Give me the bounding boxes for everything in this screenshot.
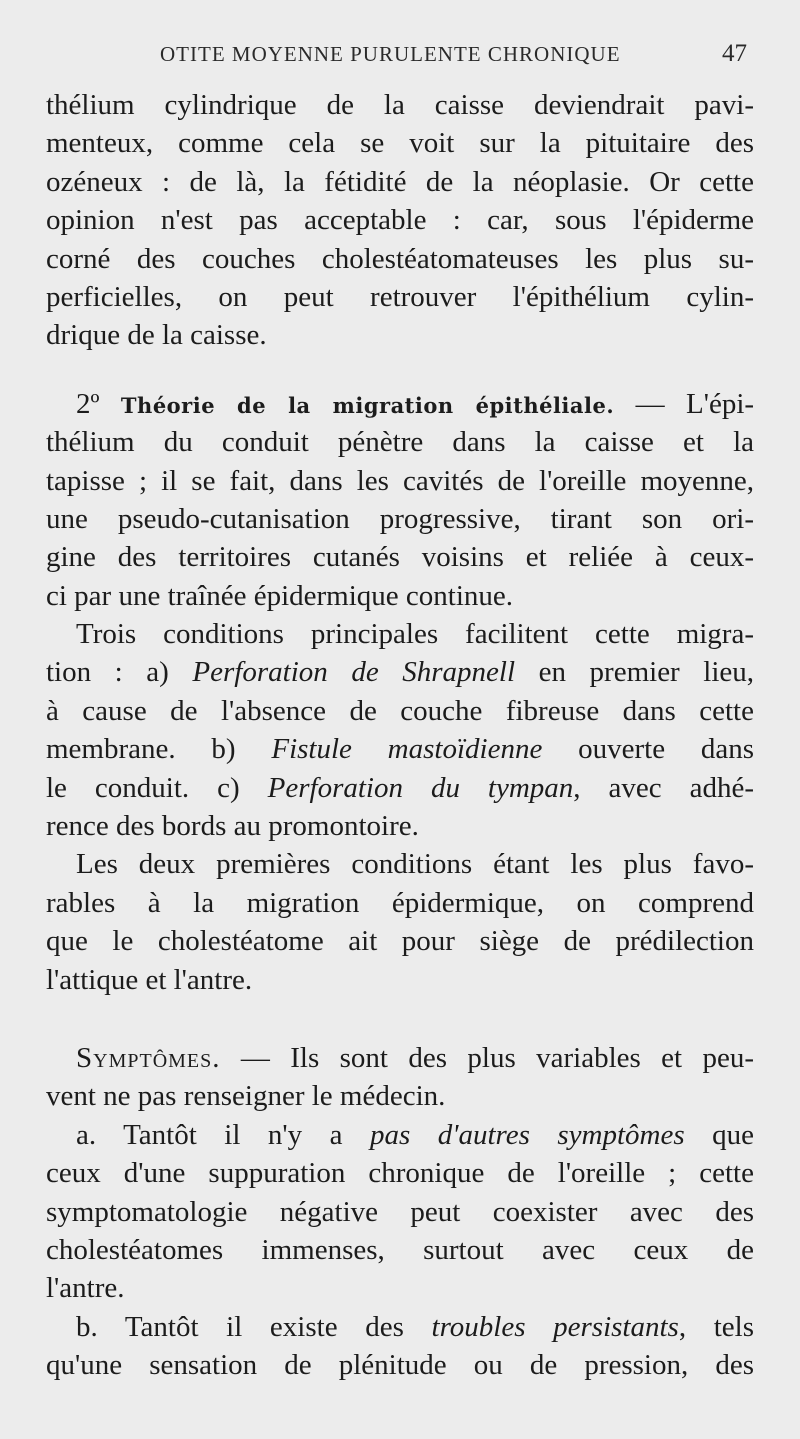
text-line: l'antre. [46,1272,125,1305]
text-line: thélium du conduit pénètre dans la caisse et la [46,426,754,459]
text-line: à cause de l'absence de couche fibreuse dans cette [46,694,754,727]
emphasis: troubles persistants [431,1310,679,1343]
text-line [46,653,754,691]
text-line [46,730,754,768]
text-line [46,1116,754,1154]
text-span: ouverte dans [578,733,755,766]
text-span: le conduit. c) [46,771,240,804]
text-line: menteux, comme cela se voit sur la pituitaire des [46,127,754,160]
text-line: ceux d'une suppuration chronique de l'oreille ; cette [46,1157,754,1190]
text-span: , avec adhé- [573,771,755,804]
section-number: 2º [76,387,100,420]
page-header [0,38,800,78]
text-line: cholestéatomes immenses, surtout avec ceux de [46,1233,754,1266]
paragraph-symptoms [46,1039,754,1116]
text-line [46,1308,754,1346]
text-line: rence des bords au promontoire. [46,810,419,843]
text-line: l'attique et l'antre. [46,963,253,996]
text-line: une pseudo-cutanisation progressive, tirant son ori- [46,502,754,535]
text-line: tapisse ; il se fait, dans les cavités de l'oreille moyenne, [46,464,754,497]
paragraph-4 [46,845,754,999]
text-line: Trois conditions principales facilitent cette migra- [76,618,754,651]
text-line: corné des couches cholestéatomateuses les plus su- [46,242,754,275]
paragraph-theory [46,385,754,615]
text-span: que [712,1118,755,1151]
text-line: thélium cylindrique de la caisse deviendrait pavi- [46,89,754,121]
paragraph-7 [46,1308,754,1385]
theory-heading-line [46,385,754,423]
paragraph-6 [46,1116,754,1308]
text-span: a. Tantôt il n'y a [76,1118,343,1151]
text-line: qu'une sensation de plénitude ou de pression, des [46,1349,754,1382]
theory-heading-rest: — L'épi- [635,387,755,420]
text-span: — Ils sont des plus variables et peu- [240,1041,754,1074]
emphasis: Fistule mastoïdienne [271,733,543,766]
text-span: membrane. b) [46,733,236,766]
emphasis: Perforation de Shrapnell [192,656,516,689]
text-line [46,1039,754,1077]
text-line: ci par une traînée épidermique continue. [46,579,514,612]
text-line: opinion n'est pas acceptable : car, sous l'épiderme [46,204,754,237]
paragraph-conditions [46,615,754,845]
text-line [46,769,754,807]
running-title: OTITE MOYENNE PURULENTE CHRONIQUE [160,42,621,66]
text-line: Les deux premières conditions étant les plus favo- [76,848,754,881]
theory-heading: Théorie de la migration épithéliale. [120,392,615,418]
emphasis: pas d'autres symptômes [369,1118,685,1151]
text-line: vent ne pas renseigner le médecin. [46,1080,446,1113]
text-line: rables à la migration épidermique, on comprend [46,886,754,919]
text-span: tion : a) [46,656,169,689]
text-line: que le cholestéatome ait pour siège de prédilection [46,925,754,958]
text-line: gine des territoires cutanés voisins et reliée à ceux- [46,541,754,574]
text-line: ozéneux : de là, la fétidité de la néoplasie. Or cette [46,165,754,198]
emphasis: Perforation du tympan [267,771,574,804]
text-line: perficielles, on peut retrouver l'épithélium cylin- [46,280,754,313]
symptoms-heading: Symptômes. [76,1041,221,1074]
text-line: drique de la caisse. [46,319,267,352]
text-line: symptomatologie négative peut coexister avec des [46,1195,754,1228]
body-text [46,86,754,1385]
text-span: , tels [678,1310,754,1343]
page-number: 47 [722,40,747,67]
paragraph-1 [46,86,754,355]
text-span: en premier lieu, [538,656,755,689]
text-span: b. Tantôt il existe des [76,1310,404,1343]
